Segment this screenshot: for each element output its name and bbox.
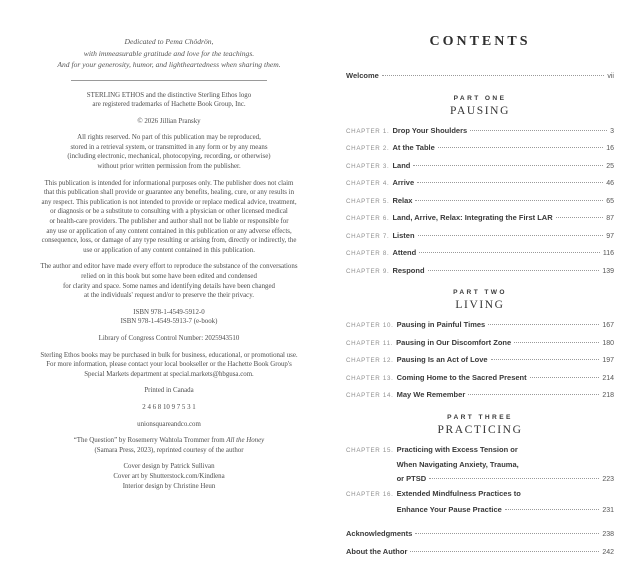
toc-row [346,544,614,561]
toc-row [346,442,614,460]
toc-row [346,504,614,518]
bulk-sales-paragraph [30,351,308,380]
chapter-number-label: CHAPTER 2. [346,141,389,158]
chapter-title: Enhance Your Pause Practice [397,504,502,517]
toc-row [346,263,614,281]
toc-row [346,68,614,86]
editor-note-paragraph [30,262,308,300]
chapter-title: At the Table [392,140,434,157]
dot-leader [488,324,599,325]
chapter-number-label: CHAPTER 15. [346,443,394,460]
chapter-page-number: 16 [606,141,614,158]
front-matter-entry-page-number: vii [607,69,614,86]
table-of-contents [346,68,614,561]
back-matter-entry-page-number: 238 [602,527,614,544]
lccn-block [30,334,308,344]
dedication [30,36,308,71]
part-label: PART THREE [346,414,614,421]
toc-row [346,370,614,388]
dot-leader [514,342,599,343]
toc-row [346,158,614,176]
chapter-page-number: 65 [606,194,614,211]
dot-leader [415,533,599,534]
dot-leader [419,252,600,253]
contents-title: CONTENTS [346,34,614,50]
back-matter-entry-label: Acknowledgments [346,526,412,543]
copyright-line [30,117,308,127]
chapter-title: Extended Mindfulness Practices to [397,486,521,503]
trademark-line: are registered trademarks of Hachette Book Group, Inc. [30,100,308,110]
part-title: PRACTICING [346,424,614,436]
back-matter-entry-label: About the Author [346,544,407,561]
editor-note-line: relied on in this book but some have been edited and condensed [30,272,308,282]
trademark-line: STERLING ETHOS and the distinctive Sterling Ethos logo [30,91,308,101]
chapter-number-label: CHAPTER 5. [346,194,389,211]
chapter-title: Respond [392,263,424,280]
rights-line: (including electronic, mechanical, photocopying, recording, or otherwise) [30,152,308,162]
rights-line: without prior written permission from the publisher. [30,162,308,172]
part-label: PART TWO [346,289,614,296]
disclaimer-line: consequence, loss, or damage of any type resulting or arising from, directly or indirectly, the [30,236,308,246]
part-label: PART ONE [346,95,614,102]
toc-row [346,245,614,263]
copyright-page [0,0,322,480]
design-credit-line: Cover art by Shutterstock.com/Kindlena [30,472,308,482]
contents-page [322,0,640,480]
dot-leader [415,200,603,201]
toc-row [346,335,614,353]
dot-leader [410,551,599,552]
disclaimer-line: use or application of any content contained in this publication. [30,246,308,256]
isbn-line: ISBN 978-1-4549-5913-7 (e-book) [30,317,308,327]
chapter-number-label: CHAPTER 10. [346,318,394,335]
toc-row [346,123,614,141]
dot-leader [470,130,607,131]
part-title: LIVING [346,299,614,311]
chapter-page-number: 3 [610,124,614,141]
dot-leader [530,377,600,378]
chapter-title: Arrive [392,175,414,192]
bulk-sales-line: Sterling Ethos books may be purchased in bulk for business, educational, or promotional use. [30,351,308,361]
toc-row [346,228,614,246]
chapter-title: or PTSD [397,473,427,486]
toc-row [346,175,614,193]
chapter-number-label: CHAPTER 4. [346,176,389,193]
chapter-title: Land [392,158,410,175]
divider-rule [71,80,267,81]
poem-credit-line1: “The Question” by Rosemerry Wahtola Trommer from All the Honey [30,436,308,446]
part-header [346,414,614,436]
disclaimer-line: This publication is intended for informational purposes only. The publisher does not claim [30,179,308,189]
design-credits [30,462,308,491]
dot-leader [413,165,603,166]
chapter-number-label: CHAPTER 3. [346,159,389,176]
editor-note-line: at the individuals' request and/or to preserve the their privacy. [30,291,308,301]
chapter-page-number: 231 [602,505,614,518]
chapter-page-number: 25 [606,159,614,176]
chapter-page-number: 180 [602,336,614,353]
chapter-title: May We Remember [397,387,466,404]
back-matter-entry-page-number: 242 [602,545,614,561]
chapter-title: Practicing with Excess Tension or [397,442,518,459]
disclaimer-line: any respect. This publication is not intended to provide or replace medical advice, treatment, [30,198,308,208]
dot-leader [468,394,599,395]
disclaimer-line: that this publication shall provide or guarantee any benefits, healing, cure, or any results in [30,188,308,198]
chapter-title: Pausing in Painful Times [397,317,486,334]
editor-note-line: The author and editor have made every effort to reproduce the substance of the conversations [30,262,308,272]
front-matter-entry-label: Welcome [346,68,379,85]
poem-credit [30,436,308,455]
publisher-website: unionsquareandco.com [30,420,308,430]
chapter-page-number: 218 [602,388,614,405]
part-header [346,95,614,117]
part-header [346,289,614,311]
chapter-page-number: 97 [606,229,614,246]
dot-leader [418,235,604,236]
isbn-line: ISBN 978-1-4549-5912-0 [30,308,308,318]
design-credit-line: Cover design by Patrick Sullivan [30,462,308,472]
bulk-sales-line: For more information, please contact your local bookseller or the Hachette Book Group's [30,360,308,370]
chapter-title: Listen [392,228,414,245]
front-matter [346,68,614,86]
trademark-notice [30,91,308,110]
dot-leader [429,478,599,479]
chapter-title: Pausing Is an Act of Love [397,352,488,369]
publisher-website-block [30,420,308,430]
poem-credit-line2: (Samara Press, 2023), reprinted courtesy of the author [30,446,308,456]
editor-note-line: for clarity and space. Some names and identifying details have been changed [30,282,308,292]
chapter-page-number: 139 [602,264,614,281]
lccn-text: Library of Congress Control Number: 2025943510 [30,334,308,344]
dedication-line: And for your generosity, humor, and lightheartedness when sharing them. [30,59,308,71]
chapter-number-label: CHAPTER 6. [346,211,389,228]
disclaimer-paragraph [30,179,308,256]
chapter-title: Pausing in Our Discomfort Zone [396,335,511,352]
dot-leader [491,359,600,360]
chapter-page-number: 214 [602,371,614,388]
chapter-number-label: CHAPTER 11. [346,336,393,353]
toc-row [346,459,614,473]
chapter-number-label: CHAPTER 8. [346,246,389,263]
chapter-number-label: CHAPTER 14. [346,388,394,405]
dot-leader [428,270,600,271]
print-run-numbers: 2 4 6 8 10 9 7 5 3 1 [30,403,308,413]
chapter-title: Land, Arrive, Relax: Integrating the First LAR [392,210,552,227]
dot-leader [417,182,603,183]
disclaimer-line: or diagnosis or be a substitute to consulting with a physician or other licensed medical [30,207,308,217]
chapter-number-label: CHAPTER 7. [346,229,389,246]
rights-line: stored in a retrieval system, or transmitted in any form or by any means [30,143,308,153]
isbn-block [30,308,308,327]
poem-source-title: All the Honey [226,437,264,444]
toc-row [346,526,614,544]
chapter-title: Coming Home to the Sacred Present [397,370,527,387]
rights-line: All rights reserved. No part of this publication may be reproduced, [30,133,308,143]
printed-in-text: Printed in Canada [30,386,308,396]
chapter-page-number: 87 [606,211,614,228]
chapter-title: Attend [392,245,416,262]
dedication-line: with immeasurable gratitude and love for the teachings. [30,48,308,60]
chapter-number-label: CHAPTER 9. [346,264,389,281]
bulk-sales-line: Special Markets department at special.markets@hbgusa.com. [30,370,308,380]
chapter-page-number: 223 [602,474,614,487]
chapter-page-number: 116 [603,246,614,263]
chapter-title: When Navigating Anxiety, Trauma, [397,459,519,472]
dot-leader [505,509,600,510]
toc-row [346,193,614,211]
chapter-page-number: 46 [606,176,614,193]
part-title: PAUSING [346,105,614,117]
disclaimer-line: or health-care providers. The publisher and author shall not be liable or responsible for [30,217,308,227]
chapter-number-label: CHAPTER 16. [346,487,394,504]
chapter-page-number: 197 [602,353,614,370]
chapter-title: Drop Your Shoulders [392,123,467,140]
print-run-block [30,403,308,413]
dot-leader [382,75,605,76]
rights-notice [30,133,308,171]
toc-row [346,140,614,158]
chapter-page-number: 167 [602,318,614,335]
printed-in-block [30,386,308,396]
disclaimer-line: any use or application of any content contained in this publication or any adverse effects, [30,227,308,237]
chapter-number-label: CHAPTER 1. [346,124,389,141]
chapter-number-label: CHAPTER 13. [346,371,394,388]
back-matter [346,526,614,561]
design-credit-line: Interior design by Christine Heun [30,482,308,492]
dedication-line: Dedicated to Pema Chödrön, [30,36,308,48]
toc-row [346,486,614,504]
dot-leader [438,147,603,148]
chapter-number-label: CHAPTER 12. [346,353,394,370]
toc-row [346,352,614,370]
chapter-title: Relax [392,193,412,210]
toc-row [346,317,614,335]
copyright-text: © 2026 Jillian Pransky [30,117,308,127]
toc-row [346,473,614,487]
dot-leader [556,217,604,218]
toc-row [346,387,614,405]
toc-row [346,210,614,228]
